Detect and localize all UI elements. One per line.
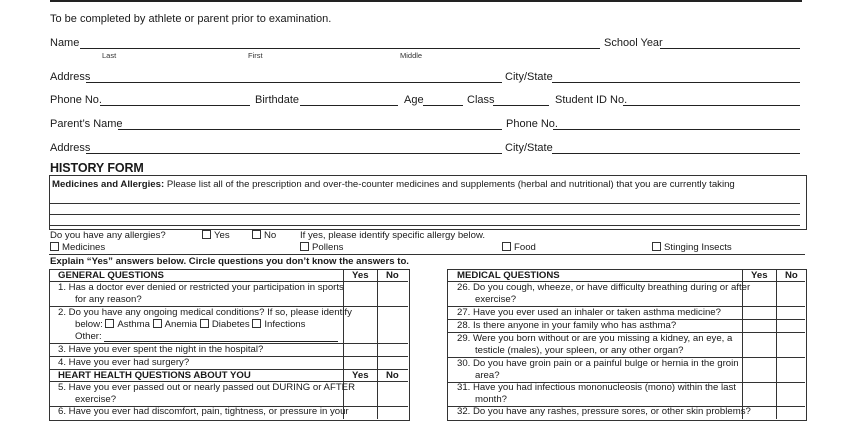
age-label: Age (404, 94, 424, 106)
class-label: Class (467, 94, 495, 106)
city-state-label: City/State (505, 71, 553, 83)
birthdate-label: Birthdate (255, 94, 300, 106)
allergy-yes-option[interactable] (202, 230, 230, 243)
infections-checkbox[interactable] (252, 319, 261, 328)
medicines-line-3[interactable] (50, 225, 800, 226)
q5-line1: 5. Have you ever passed out or nearly passed out DURING or AFTER (58, 382, 356, 393)
q4-text: 4. Have you ever had surgery? (58, 357, 190, 368)
medical-questions-header: MEDICAL QUESTIONS (457, 270, 560, 281)
first-sublabel: First (248, 51, 263, 60)
diabetes-label: Diabetes (211, 319, 250, 330)
anemia-label: Anemia (164, 319, 198, 330)
pollens-checkbox[interactable] (300, 242, 309, 251)
medicines-prompt (52, 179, 735, 192)
q5-line2: exercise? (75, 394, 117, 405)
food-checkbox[interactable] (502, 242, 511, 251)
stinging-insects-option[interactable] (652, 242, 732, 255)
q30-line2: area? (475, 370, 500, 381)
q29-line2: testicle (males), your spleen, or any other organ? (475, 345, 684, 356)
food-option[interactable] (502, 242, 536, 255)
q30-line1: 30. Do you have groin pain or a painful bulge or hernia in the groin (457, 358, 739, 369)
heart-yes-header: Yes (352, 370, 369, 381)
medicines-label: Medicines and Allergies: (52, 179, 165, 190)
pollens-option[interactable] (300, 242, 343, 255)
no-label: No (264, 230, 277, 241)
q6-line1: 6. Have you ever had discomfort, pain, tightness, or pressure in your (58, 406, 349, 417)
phone-label: Phone No. (50, 94, 102, 106)
pollens-label: Pollens (312, 242, 344, 253)
stinging-label: Stinging Insects (664, 242, 732, 253)
allergy-no-option[interactable] (252, 230, 276, 243)
q29-line1: 29. Were you born without or are you missing a kidney, an eye, a (457, 333, 733, 344)
medicines-text: Please list all of the prescription and over-the-counter medicines and supplements (herbal and nutritional) that you are currently taking (166, 179, 735, 190)
city-state2-field[interactable] (552, 153, 800, 154)
q31-line1: 31. Have you had infectious mononucleosis (mono) within the last (457, 382, 736, 393)
school-year-label: School Year (604, 37, 663, 49)
asthma-label: Asthma (117, 319, 150, 330)
q31-line2: month? (475, 394, 507, 405)
student-id-field[interactable] (623, 105, 800, 106)
school-year-field[interactable] (660, 48, 800, 49)
q1-line1: 1. Has a doctor ever denied or restricted your participation in sports (58, 282, 344, 293)
q2-other-label: Other: (75, 331, 102, 342)
parent-phone-field[interactable] (553, 129, 800, 130)
address2-field[interactable] (86, 153, 502, 154)
address-label: Address (50, 71, 91, 83)
class-field[interactable] (493, 105, 549, 106)
q1-line2: for any reason? (75, 294, 142, 305)
left-yes-header: Yes (352, 270, 369, 281)
name-field[interactable] (80, 48, 600, 49)
general-questions-header: GENERAL QUESTIONS (58, 270, 164, 281)
last-sublabel: Last (102, 51, 117, 60)
food-label: Food (514, 242, 536, 253)
diabetes-checkbox[interactable] (200, 319, 209, 328)
phone-field[interactable] (100, 105, 250, 106)
if-yes-instruction: If yes, please identify specific allergy below. (300, 230, 486, 241)
q2-other-field[interactable] (104, 341, 338, 342)
right-no-header: No (785, 270, 798, 281)
infections-label: Infections (264, 319, 306, 330)
explain-instruction: Explain “Yes” answers below. Circle questions you don’t know the answers to. (50, 256, 409, 267)
asthma-checkbox[interactable] (105, 319, 114, 328)
city-state2-label: City/State (505, 142, 553, 154)
top-border (50, 0, 802, 2)
right-yes-header: Yes (751, 270, 768, 281)
address2-label: Address (50, 142, 91, 154)
q2-line1: 2. Do you have any ongoing medical conditions? If so, please identify (58, 307, 352, 318)
q28-text: 28. Is there anyone in your family who has asthma? (457, 320, 677, 331)
intro-text: To be completed by athlete or parent prior to examination. (50, 13, 332, 25)
city-state-field[interactable] (552, 82, 800, 83)
birthdate-field[interactable] (300, 105, 398, 106)
name-label: Name (50, 37, 80, 49)
q2-below-label: below: (75, 319, 103, 330)
left-no-col-line (377, 269, 378, 419)
heart-health-header: HEART HEALTH QUESTIONS ABOUT YOU (58, 370, 251, 381)
no-checkbox[interactable] (252, 230, 261, 239)
allergies-question: Do you have any allergies? (50, 230, 166, 241)
q27-text: 27. Have you ever used an inhaler or taken asthma medicine? (457, 307, 721, 318)
right-no-col-line (776, 269, 777, 419)
q32-text: 32. Do you have any rashes, pressure sores, or other skin problems? (457, 406, 751, 417)
q3-text: 3. Have you ever spent the night in the hospital? (58, 344, 264, 355)
parents-name-field[interactable] (118, 129, 502, 130)
stinging-checkbox[interactable] (652, 242, 661, 251)
heart-no-header: No (386, 370, 399, 381)
medicines-option[interactable] (50, 242, 105, 255)
allergy-divider (49, 254, 805, 255)
q26-line2: exercise? (475, 294, 517, 305)
history-form-title: HISTORY FORM (50, 161, 144, 175)
medicines-line-2[interactable] (50, 214, 800, 215)
middle-sublabel: Middle (400, 51, 423, 60)
yes-checkbox[interactable] (202, 230, 211, 239)
anemia-checkbox[interactable] (153, 319, 162, 328)
medicines-checkbox[interactable] (50, 242, 59, 251)
medicines-option-label: Medicines (62, 242, 106, 253)
yes-label: Yes (214, 230, 230, 241)
left-no-header: No (386, 270, 399, 281)
student-id-label: Student ID No. (555, 94, 628, 106)
q26-line1: 26. Do you cough, wheeze, or have difficulty breathing during or after (457, 282, 751, 293)
address-field[interactable] (86, 82, 502, 83)
q2-line2 (75, 319, 305, 332)
parents-name-label: Parent’s Name (50, 118, 123, 130)
medicines-line-1[interactable] (50, 203, 800, 204)
age-field[interactable] (423, 105, 463, 106)
parent-phone-label: Phone No. (506, 118, 558, 130)
